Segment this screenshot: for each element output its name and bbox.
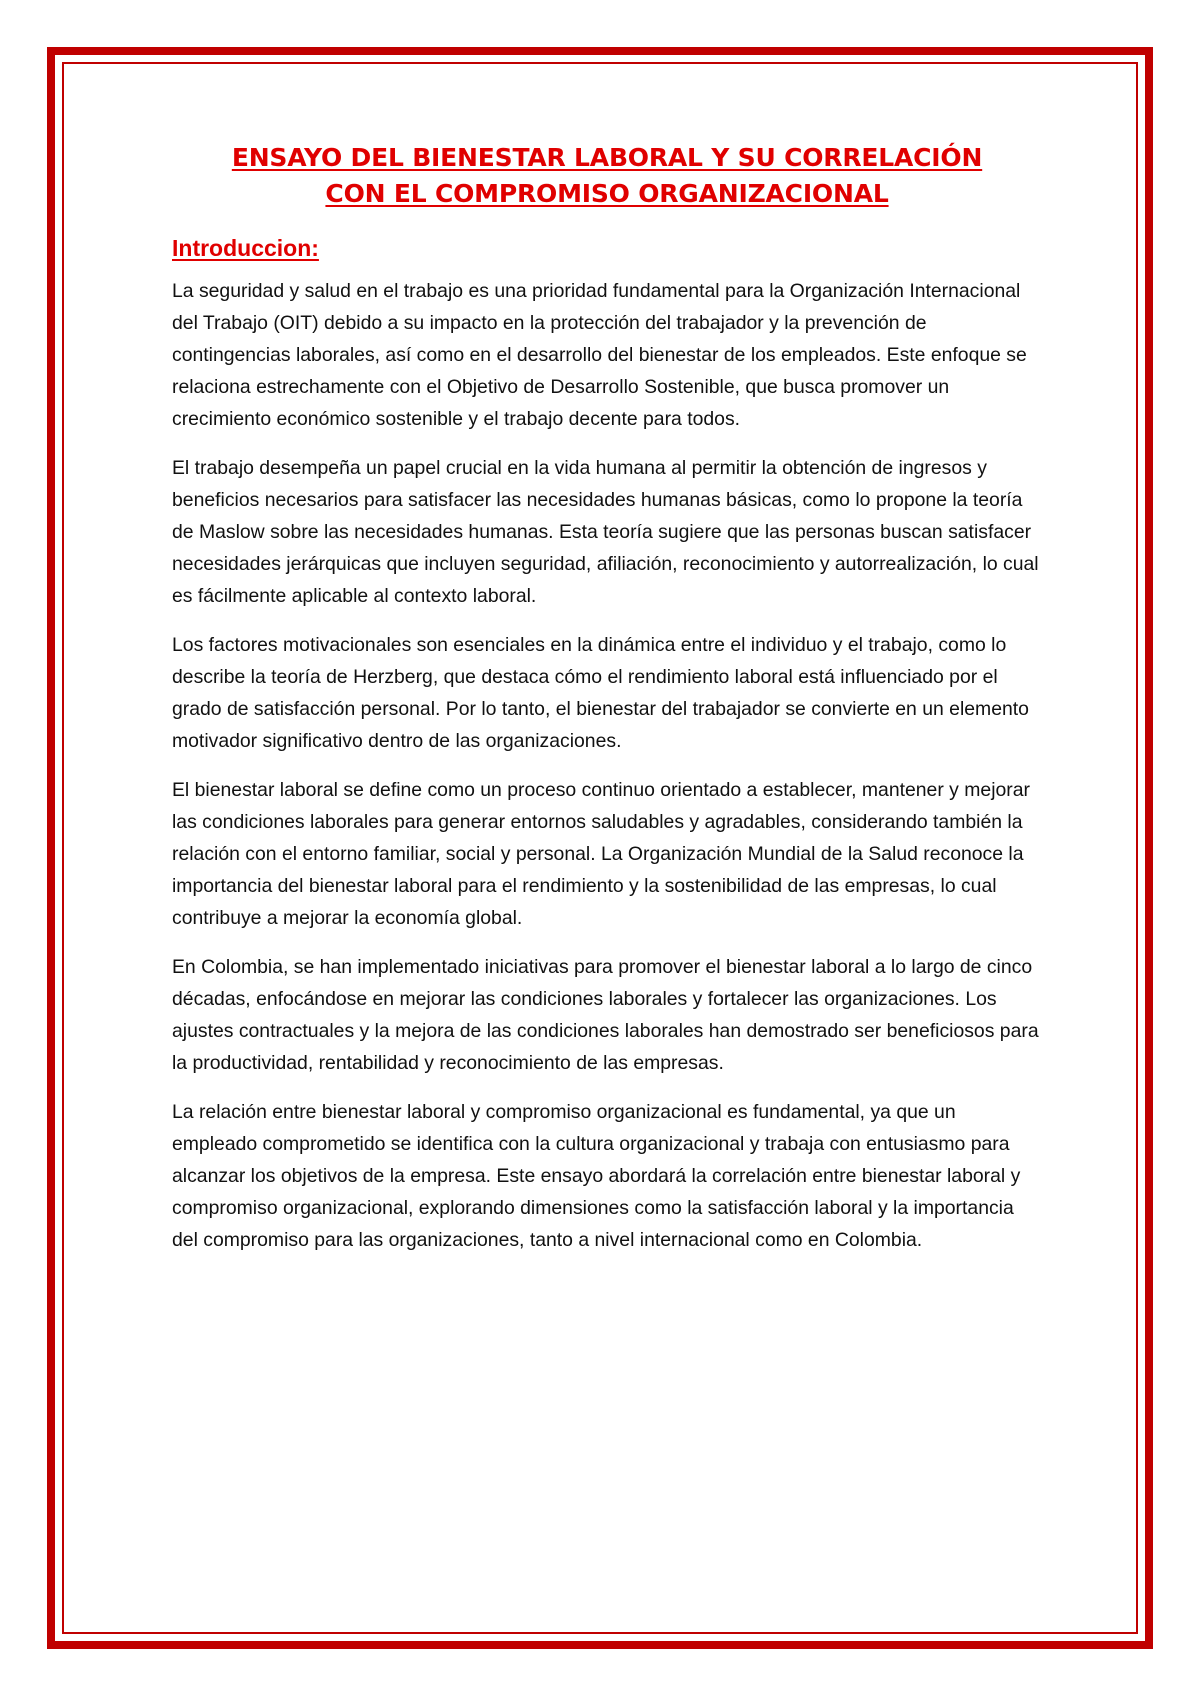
paragraph: Los factores motivacionales son esenciales en la dinámica entre el individuo y el trabajo, como lo describe la teoría de Herzberg, que destaca cómo el rendimiento laboral está influenciado por el grado de satisfacción personal. Por lo tanto, el bienestar del trabajador se convierte en un elemento motivador significativo dentro de las organizaciones. <box>172 634 1029 752</box>
document-body <box>172 140 1042 1256</box>
paragraph: La relación entre bienestar laboral y compromiso organizacional es fundamental, ya que un empleado comprometido se identifica con la cultura organizacional y trabaja con entusiasmo para alcanzar los objetivos de la empresa. Este ensayo abordará la correlación entre bienestar laboral y compromiso organizacional, explorando dimensiones como la satisfacción laboral y la importancia del compromiso para las organizaciones, tanto a nivel internacional como en Colombia. <box>172 1101 1021 1251</box>
paragraph: El bienestar laboral se define como un proceso continuo orientado a establecer, mantener y mejorar las condiciones laborales para generar entornos saludables y agradables, considerando también la relación con el entorno familiar, social y personal. La Organización Mundial de la Salud reconoce la importancia del bienestar laboral para el rendimiento y la sostenibilidad de las empresas, lo cual contribuye a mejorar la economía global. <box>172 779 1030 929</box>
section-heading-introduction: Introduccion: <box>172 235 319 261</box>
document-title-line-1: ENSAYO DEL BIENESTAR LABORAL Y SU CORRELACIÓN <box>231 143 983 172</box>
paragraph: El trabajo desempeña un papel crucial en la vida humana al permitir la obtención de ingresos y beneficios necesarios para satisfacer las necesidades humanas básicas, como lo propone la teoría de Maslow sobre las necesidades humanas. Esta teoría sugiere que las personas buscan satisfacer necesidades jerárquicas que incluyen seguridad, afiliación, reconocimiento y autorrealización, lo cual es fácilmente aplicable al contexto laboral. <box>172 457 1039 607</box>
paragraph: La seguridad y salud en el trabajo es una prioridad fundamental para la Organización Internacional del Trabajo (OIT) debido a su impacto en la protección del trabajador y la prevención de contingencias laborales, así como en el desarrollo del bienestar de los empleados. Este enfoque se relaciona estrechamente con el Objetivo de Desarrollo Sostenible, que busca promover un crecimiento económico sostenible y el trabajo decente para todos. <box>172 280 1027 430</box>
paragraph: En Colombia, se han implementado iniciativas para promover el bienestar laboral a lo largo de cinco décadas, enfocándose en mejorar las condiciones laborales y fortalecer las organizaciones. Los ajustes contractuales y la mejora de las condiciones laborales han demostrado ser beneficiosos para la productividad, rentabilidad y reconocimiento de las empresas. <box>172 956 1039 1074</box>
document-title <box>172 140 1042 212</box>
document-title-line-2: CON EL COMPROMISO ORGANIZACIONAL <box>325 179 889 208</box>
